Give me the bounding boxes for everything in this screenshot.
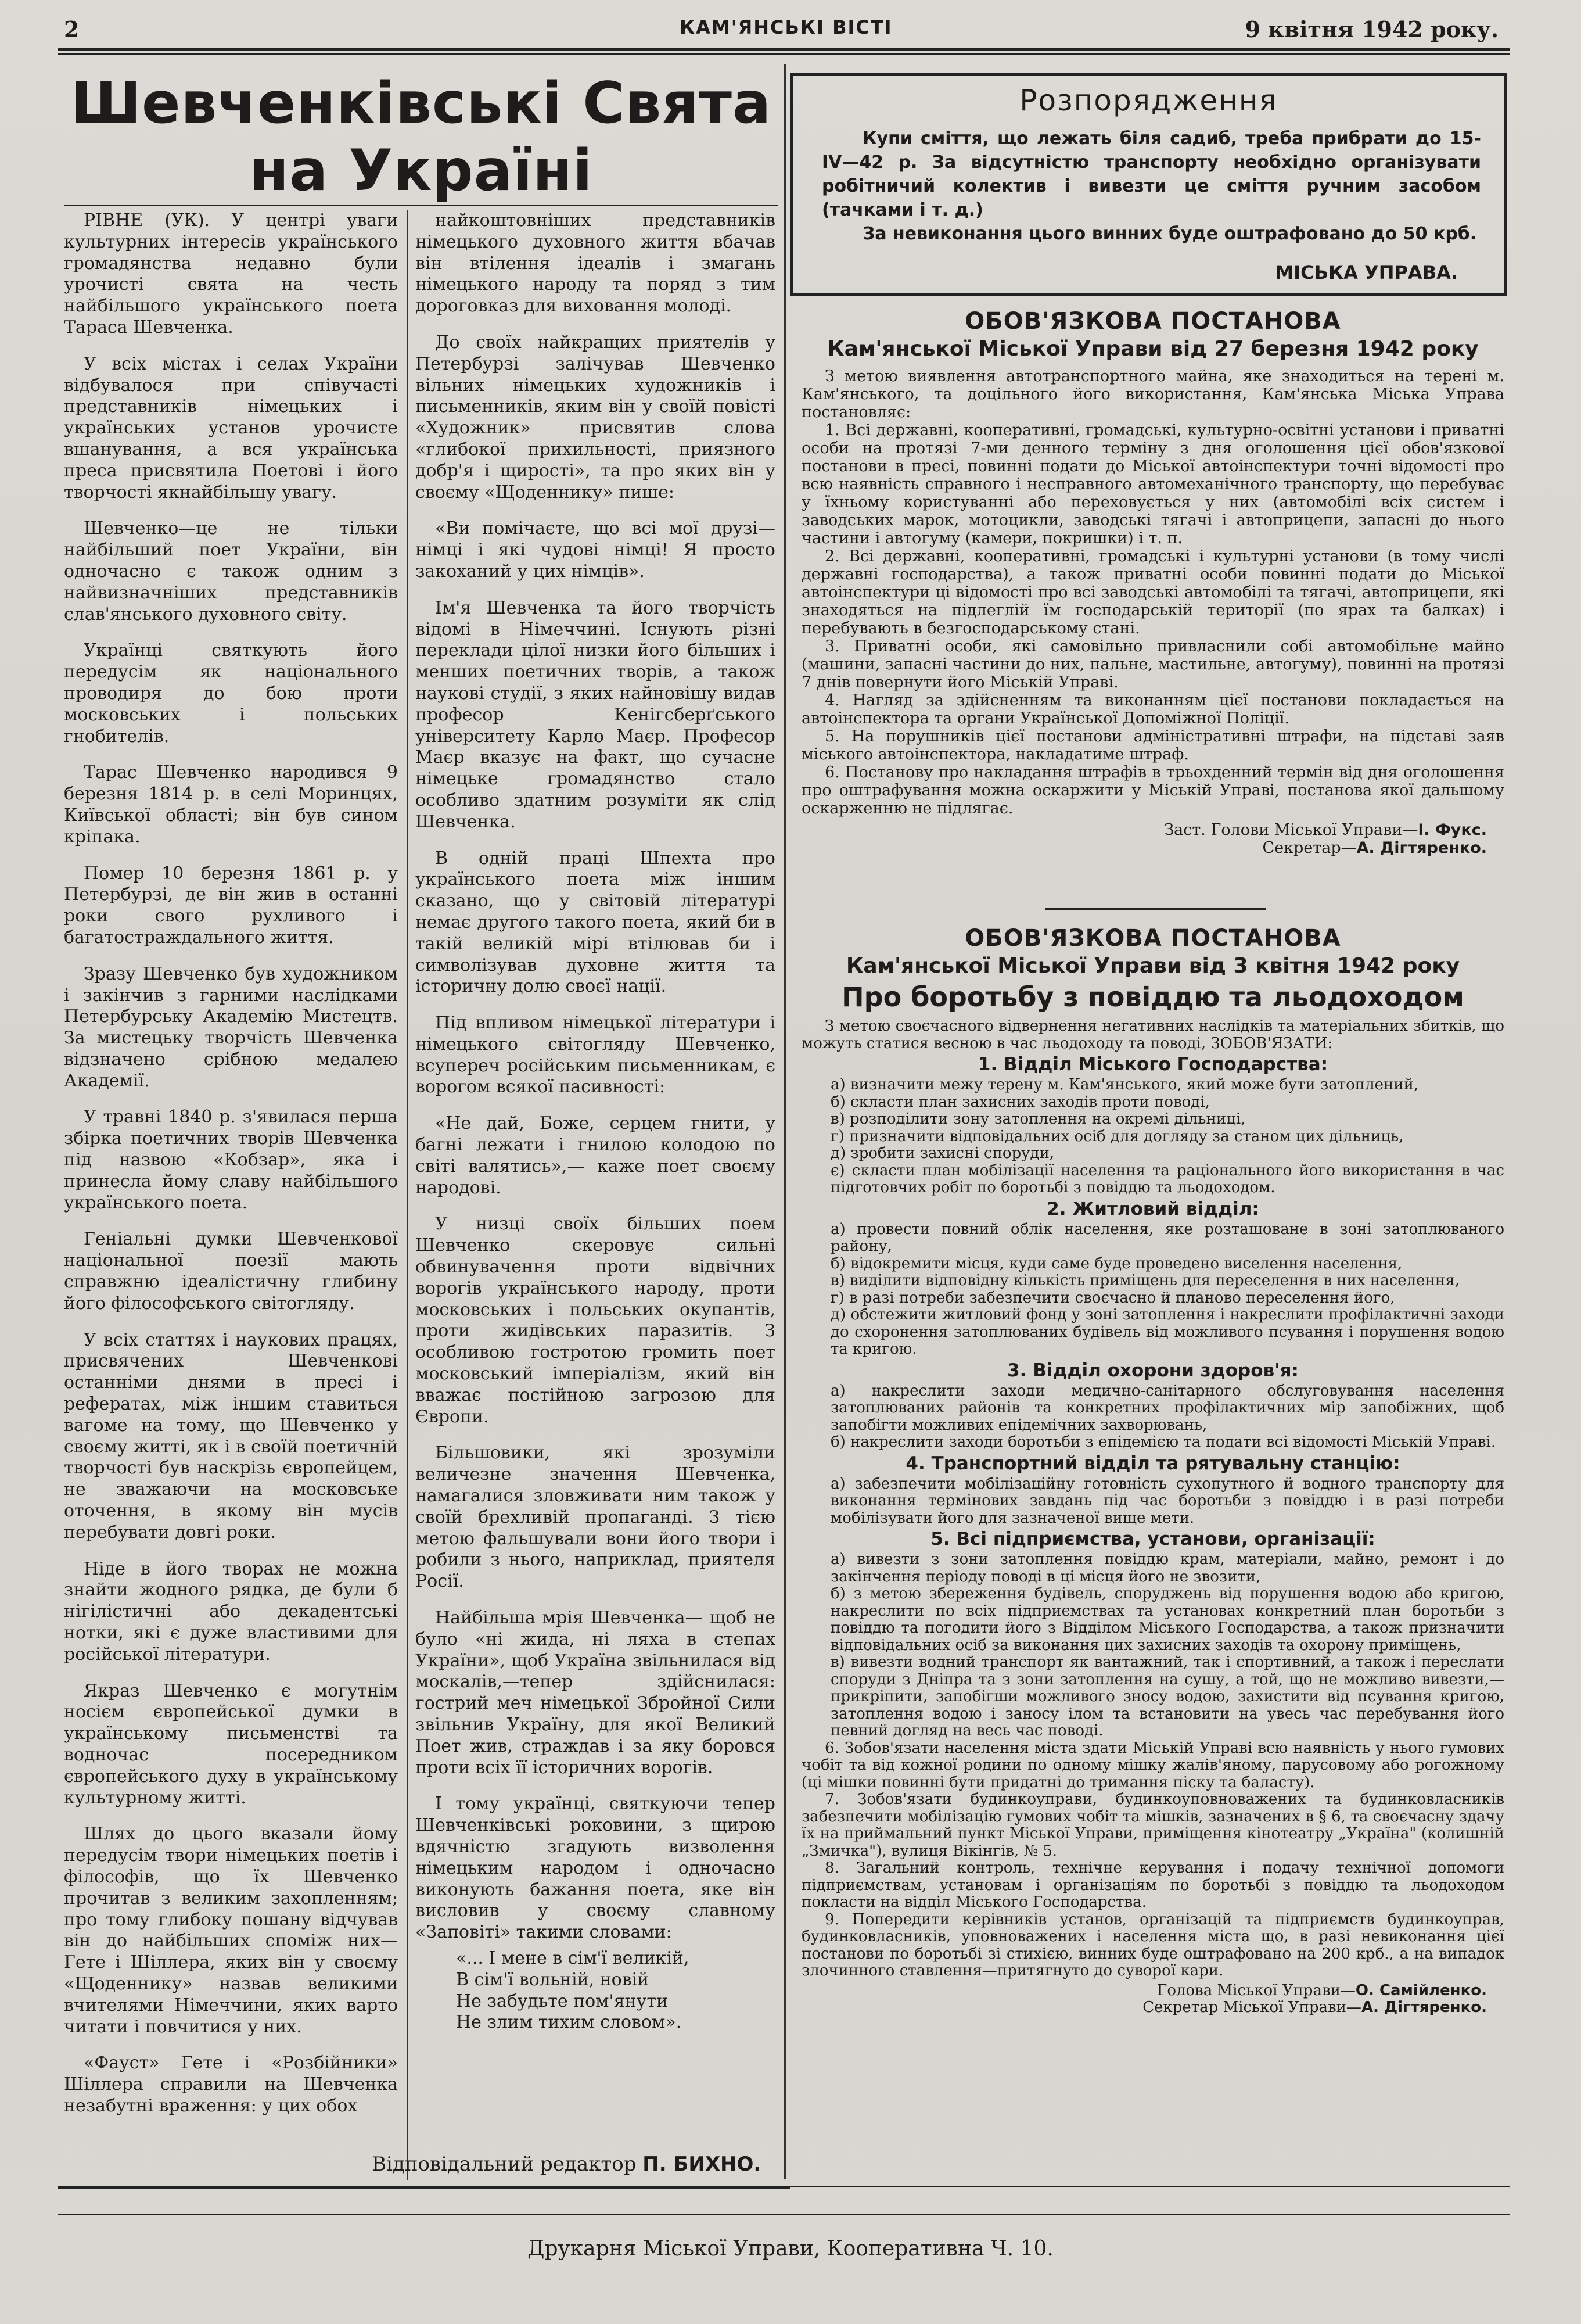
list-item: в) вивезти водний транспорт як вантажний, так і спортивний, а також і переслати споруди з Дніпра та з зони затоплення на сушу, а той, що не можливо вивезти,—прикріпити, запобігши можливого зносу водою, захистити від псування кригою, затоплення водою і заносу ілом та встановити на увесь час перебування його певний догляд на весь час поводі.	[831, 1654, 1504, 1740]
decree-2-signature-1	[802, 1982, 1504, 2000]
footer-rule-bottom	[58, 2214, 1510, 2215]
list-item: д) зробити захисні споруди,	[831, 1145, 1055, 1162]
header-rule-thin	[58, 53, 1510, 55]
list-item: а) визначити межу терену м. Кам'янського, який може бути затоплений,	[831, 1076, 1419, 1093]
section-heading: 3. Відділ охорони здоров'я:	[1007, 1360, 1299, 1381]
list-item: б) скласти план захисних заходів проти поводі,	[831, 1093, 1210, 1111]
decree-paragraph: 7. Зобов'язати будинкоуправи, будинкоуповноважених та будинковласників забезпечити мобілізацію гумових чобіт та мішків, зазначених в § 6, та своєчасну здачу їх на приймальний пункт Міської Управи, приміщення кінотеатру „Україна" (колишній „Змичка"), вулиця Вікінгів, № 5.	[802, 1791, 1504, 1860]
paragraph: «Ви помічаєте, що всі мої друзі—німці і які чудові німці! Я просто закоханий у цих німців».	[415, 518, 775, 582]
order-text	[822, 127, 1481, 246]
decree-1-signature-1	[802, 821, 1504, 839]
signature-name: А. Дігтяренко.	[1356, 839, 1487, 857]
decree-2	[802, 924, 1504, 2017]
section-heading: 1. Відділ Міського Господарства:	[978, 1054, 1328, 1075]
column-separator	[407, 210, 408, 2180]
order-signature: МІСЬКА УПРАВА.	[1275, 261, 1458, 284]
paragraph: Ім'я Шевченка та його творчість відомі в Німеччині. Існують різні переклади цілої низки його більших і менших поетичних творів, а також наукові студії, з яких найновішу видав професор Кенігсберґського університету Карло Маєр. Професор Маєр вказує на факт, що сучасне німецьке громадянство стало особливо здатним розуміти як слід Шевченка.	[415, 597, 775, 832]
footer-rule-right	[790, 2186, 1510, 2187]
footer-rule	[58, 2186, 790, 2189]
poem-line: В сім'ї вольній, новій	[456, 1969, 649, 1990]
list-item: а) накреслити заходи медично-санітарного обслуговування населення затоплюваних районів та конкретних профілактичних мір запобіжних, щоб запобігти можливих епідемічних захворювань,	[831, 1382, 1504, 1434]
list-item: а) провести повний облік населення, яке розташоване в зоні затоплюваного району,	[831, 1220, 1504, 1255]
decree-paragraph: 6. Зобов'язати населення міста здати Міській Управі всю наявність у нього гумових чобіт та від кожної родини по одному мішку жалів'яному, парусовому або рогожному (ці мішки повинні бути придатні до тримання піску та баласту).	[802, 1739, 1504, 1791]
paragraph: Українці святкують його передусім як національного проводиря до бою проти московських і польських гнобителів.	[64, 640, 398, 747]
section-heading: 5. Всі підприємства, установи, організації:	[930, 1529, 1375, 1550]
article-column-1	[64, 210, 398, 2132]
list-item: а) забезпечити мобілізаційну готовність сухопутного й водного транспорту для виконання термінових завдань під час боротьби з повіддю і в разі потреби мобілізувати його для зазначеної вище мети.	[831, 1475, 1504, 1527]
signature-name: І. Фукс.	[1418, 821, 1487, 839]
poem-line: «... І мене в сім'ї великій,	[456, 1948, 689, 1968]
paragraph: «Фауст» Гете і «Розбійники» Шіллера справили на Шевченка незабутні враження: у цих обох	[64, 2053, 398, 2116]
decree-intro: З метою своєчасного відвернення негативних наслідків та матеріальних збитків, що можуть статися весною в час льодоходу та поводі, ЗОБОВ'ЯЗАТИ:	[802, 1017, 1504, 1052]
order-title: Розпорядження	[1019, 84, 1278, 117]
list-item: б) відокремити місця, куди саме буде проведено виселення населення,	[831, 1254, 1403, 1272]
decree-paragraph: З метою виявлення автотранспортного майна, яке знаходиться на терені м. Кам'янського, та доцільного його використання, Кам'янська Міська Управа постановляє:	[802, 367, 1504, 421]
signature-role: Секретар Міської Управи—	[1142, 1999, 1361, 2016]
paragraph: Під впливом німецької літератури і німецького світогляду Шевченко, всупереч російським письменникам, є ворогом всякої пасивності:	[415, 1013, 775, 1098]
paragraph: Шевченко—це не тільки найбільший поет України, він одночасно є також одним з найвизначніших представників слав'янського духовного світу.	[64, 518, 398, 625]
decree-paragraph: 2. Всі державні, кооперативні, громадські і культурні установи (в тому числі державні господарства), а також приватні особи повинні подати до Міської автоінспектури ці відомості про всі заводські автомобілі та тягачі, автоприцепи, які знаходяться на підлеглій їм господарській території (по ярах та балках) і перебувають в безгосподарському стані.	[802, 547, 1504, 637]
paragraph: найкоштовніших представників німецького духовного життя вбачав він втілення ідеалів і змагань німецького народу та поряд з тим дороговказ для виховання молоді.	[415, 210, 775, 317]
paragraph: Якраз Шевченко є могутнім носієм європейської думки в українському письменстві та водночас посередником європейського духу в українському культурному житті.	[64, 1680, 398, 1808]
decree-1-signature-2	[802, 839, 1504, 857]
list-item: г) призначити відповідальних осіб для догляду за станом цих дільниць,	[831, 1127, 1404, 1145]
paragraph: Більшовики, які зрозуміли величезне значення Шевченка, намагалися зловживати ним також у своїй брехливій пропаганді. З тією метою фальшували вони його твори і робили з нього, наприклад, приятеля Росії.	[415, 1443, 775, 1592]
paragraph: У травні 1840 р. з'явилася перша збірка поетичних творів Шевченка під назвою «Кобзар», яка і принесла йому славу найбільшого українського поета.	[64, 1107, 398, 1213]
article-title-line-1: Шевченківські Свята	[70, 70, 772, 137]
decree-paragraph: 8. Загальний контроль, технічне керування і подачу технічної допомоги підприємствам, установам і організаціям по боротьбі з повіддю та льодоходом покласти на відділ Міського Господарства.	[802, 1859, 1504, 1911]
order-box	[790, 73, 1507, 296]
section-heading: 2. Житловий відділ:	[1047, 1198, 1259, 1220]
list-item: д) обстежити житловий фонд у зоні затоплення і накреслити профілактичні заходи до схоронення затоплюваних будівель від можливого псування і порушення водою та кригою.	[831, 1306, 1504, 1358]
list-item: б) накреслити заходи боротьби з епідемією та подати всі відомості Міській Управі.	[831, 1433, 1496, 1451]
decree-paragraph: 3. Приватні особи, які самовільно привласнили собі автомобільне майно (машини, запасні частини до них, пальне, мастильне, автогуму), повинні на протязі 7 днів повернути його Міській Управі.	[802, 637, 1504, 691]
order-paragraph: Купи сміття, що лежать біля садиб, треба прибрати до 15-IV—42 р. За відсутністю транспорту необхідно організувати робітничий колектив і вивезти це сміття ручним засобом (тачками і т. д.)	[822, 128, 1481, 220]
decree-divider	[1045, 908, 1266, 910]
decree-2-signature-2	[802, 1999, 1504, 2017]
signature-role: Голова Міської Управи—	[1157, 1981, 1356, 1999]
decree-paragraph: 9. Попередити керівників установ, організацій та підприємств будинкоуправ, будинковласників, уповноважених і населення міста що, в разі невиконання цієї постанови по боротьбі зі стихією, винних буде оштрафовано на 200 крб., а на випадок злочинного ставлення—притягнуто до суворої кари.	[802, 1910, 1504, 1979]
poem-line: Не забудьте пом'янути	[456, 1991, 668, 2011]
paragraph: До своїх найкращих приятелів у Петербурзі залічував Шевченко вільних німецьких художників і письменників, яким він у своїй повісті «Художник» присвятив слова «глибокої прихильності, приязного добр'я і щирості», та про яких він у своєму «Щоденнику» пише:	[415, 332, 775, 503]
signature-role: Секретар—	[1262, 839, 1357, 857]
printer-line: Друкарня Міської Управи, Кооперативна Ч. 10.	[527, 2237, 1054, 2261]
article-title-line-2: на Україні	[249, 138, 593, 204]
list-item: в) виділити відповідну кількість приміщень для переселення в них населення,	[831, 1272, 1460, 1289]
paragraph: Найбільша мрія Шевченка— щоб не було «ні жида, ні ляха в степах України», щоб Україна звільнилася від москалів,—тепер здійснилася: гострий меч німецької Збройної Сили звільнив Україну, для якої Великий Поет жив, страждав і за яку боровся проти всіх її історичних ворогів.	[415, 1608, 775, 1778]
list-item: а) вивезти з зони затоплення повіддю крам, матеріали, майно, ремонт і до закінчення періоду поводі в ці місця його не звозити,	[831, 1551, 1504, 1586]
poem-quote	[415, 1948, 775, 2033]
paragraph: РІВНЕ (УК). У центрі уваги культурних інтересів українського громадянства недавно були урочисті свята на честь найбільшого українського поета Тараса Шевченка.	[64, 210, 398, 338]
decree-paragraph: 6. Постанову про накладання штрафів в трьохденний термін від дня оголошення про оштрафування можна оскаржити у Міській Управі, постанова якої дальшому оскарженню не підлягає.	[802, 763, 1504, 817]
paragraph: Ніде в його творах не можна знайти жодного рядка, де були б нігілістичні або декадентські нотки, які є дуже властивими для російської літератури.	[64, 1558, 398, 1665]
article-title	[64, 70, 778, 205]
decree-2-subtitle: Кам'янської Міської Управи від 3 квітня 1942 року	[846, 954, 1460, 978]
page-header	[58, 12, 1510, 46]
decree-2-title: ОБОВ'ЯЗКОВА ПОСТАНОВА	[965, 925, 1341, 952]
decree-paragraph: 1. Всі державні, кооперативні, громадські, культурно-освітні установи і приватні особи на протязі 7-ми денного терміну з дня оголошення цієї обов'язкової постанови в пресі, повинні подати до Міської автоінспектури точні відомості про всю наявність справного і несправного автомеханічного транспорту, що перебуває у їхньому користуванні або переховується у них (автомобілі всіх систем і заводських марок, мотоцикли, заводські тягачі і автоприцепи, запасні до нього частини і автогуму (камери, покришки) і т. п.	[802, 421, 1504, 547]
decree-1-subtitle: Кам'янської Міської Управи від 27 березня 1942 року	[827, 337, 1479, 361]
signature-name: А. Дігтяренко.	[1361, 1999, 1487, 2016]
paragraph: У всіх містах і селах України відбувалося при співучасті представників німецьких і українських установ урочисте вшанування, а вся українська преса присвятила Поетові і його творчості якнайбільшу увагу.	[64, 353, 398, 503]
signature-name: О. Самійленко.	[1355, 1981, 1487, 1999]
list-item: в) розподілити зону затоплення на окремі дільниці,	[831, 1110, 1246, 1128]
decree-paragraph: 4. Нагляд за здійсненням та виконанням цієї постанови покладається на автоінспектора та органи Української Допоміжної Поліції.	[802, 691, 1504, 727]
editor-name: П. БИХНО.	[642, 2153, 761, 2176]
signature-role: Заст. Голови Міської Управи—	[1164, 821, 1418, 839]
paragraph: Тарас Шевченко народився 9 березня 1814 р. в селі Моринцях, Київської області; він був сином кріпака.	[64, 762, 398, 847]
paragraph: Помер 10 березня 1861 р. у Петербурзі, де він жив в останні роки свого рухливого і багатостраждального життя.	[64, 863, 398, 948]
paragraph: У всіх статтях і наукових працях, присвячених Шевченкові останніми днями в пресі і рефератах, між іншим ставиться вагоме на тому, що Шевченко у своєму житті, як і в своїй поетичній творчості був наскрізь європейцем, не зважаючи на московське оточення, в якому він мусів перебувати довгі роки.	[64, 1329, 398, 1543]
paragraph: Шлях до цього вказали йому передусім твори німецьких поетів і філософів, що їх Шевченко прочитав з великим захопленням; про тому глибоку пошану відчував він до найбільших споміж них—Гете і Шіллера, яких він у своєму «Щоденнику» назвав великими вчителями Німеччини, яких варто читати і повчитися у них.	[64, 1824, 398, 2037]
list-item: є) скласти план мобілізації населення та раціонального його використання в час підготовчих робіт по боротьбі з повіддю та льодоходом.	[831, 1161, 1504, 1196]
paragraph: Геніальні думки Шевченкової національної поезії мають справжню ідеалістичну глибину його філософського світогляду.	[64, 1229, 398, 1314]
editor-label: Відповідальний редактор	[372, 2153, 637, 2176]
paragraph: «Не дай, Боже, серцем гнити, у багні лежати і гнилою колодою по світі валятись»,— каже поет своєму народові.	[415, 1113, 775, 1198]
decree-2-headline: Про боротьбу з повіддю та льодоходом	[842, 981, 1464, 1013]
title-underline	[64, 205, 778, 206]
paragraph: У низці своїх більших поем Шевченко скеровує сильні обвинувачення проти відвічних ворогів українського народу, проти московських і польських окупантів, проти жидівських паразитів. З особливою гостротою громить поет московський імперіалізм, який він вважає постійною загрозою для Європи.	[415, 1214, 775, 1427]
article-column-2	[415, 210, 775, 2033]
decree-1	[802, 307, 1504, 857]
paper-title: КАМ'ЯНСЬКІ ВІСТІ	[680, 16, 893, 38]
section-heading: 4. Транспортний відділ та рятувальну станцію:	[906, 1452, 1400, 1474]
decree-paragraph: 5. На порушників цієї постанови адміністративні штрафи, на підставі заяв міського автоінспектора, накладатиме штраф.	[802, 727, 1504, 763]
header-rule	[58, 48, 1510, 51]
paragraph: І тому українці, святкуючи тепер Шевченківські роковини, з щирою вдячністю згадують визволення німецьким народом і одночасно виконують бажання поета, яке він висловив у своєму славному «Заповіті» такими словами:	[415, 1794, 775, 1943]
editor-line	[372, 2153, 761, 2176]
paragraph: В одній праці Шпехта про українського поета між іншим сказано, що у світовій літературі немає другого такого поета, який би в такій великій мірі втілював би і символізував духовне життя та історичну долю своєї нації.	[415, 848, 775, 997]
order-paragraph: За невиконання цього винних буде оштрафовано до 50 крб.	[863, 224, 1477, 244]
column-separator	[784, 64, 786, 2179]
poem-line: Не злим тихим словом».	[456, 2012, 682, 2033]
decree-1-title: ОБОВ'ЯЗКОВА ПОСТАНОВА	[965, 308, 1341, 335]
page-number: 2	[64, 16, 80, 42]
paragraph: Зразу Шевченко був художником і закінчив з гарними наслідками Петербурську Академію Мистецтв. За мистецьку творчість Шевченка відзначено срібною медалею Академії.	[64, 963, 398, 1091]
issue-date: 9 квітня 1942 року.	[1245, 16, 1499, 42]
list-item: б) з метою збереження будівель, споруджень від порушення водою або кригою, накреслити по всіх підприємствах та установах конкретний план боротьби з повіддю та погодити його з Відділом Міського Господарства, а також призначити відповідальних осіб за виконання цих захисних заходів та охорону приміщень,	[831, 1585, 1504, 1654]
list-item: г) в разі потреби забезпечити своєчасно й планово переселення його,	[831, 1289, 1395, 1307]
